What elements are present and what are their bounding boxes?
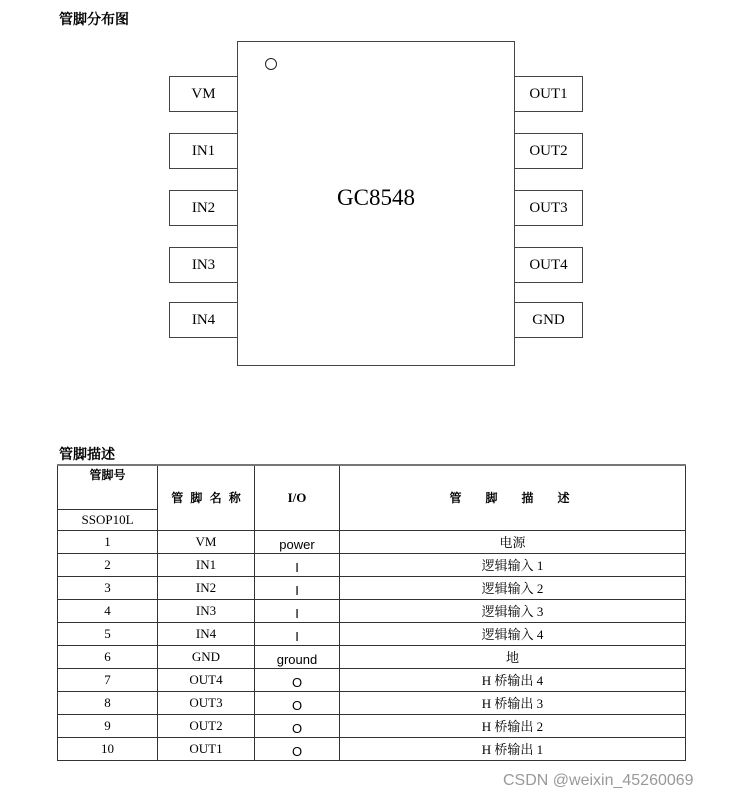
cell-desc: 逻辑输入 3 bbox=[340, 599, 686, 622]
cell-io-value: power bbox=[279, 536, 315, 552]
cell-no: 9 bbox=[58, 714, 158, 737]
cell-desc: 逻辑输入 4 bbox=[340, 622, 686, 645]
cell-no: 3 bbox=[58, 576, 158, 599]
header-pin-no bbox=[58, 465, 158, 509]
pin-diagram-title: 管脚分布图 bbox=[59, 12, 129, 28]
chip-body bbox=[237, 41, 515, 366]
cell-desc: H 桥输出 4 bbox=[340, 668, 686, 691]
pin-right-5: GND bbox=[515, 302, 583, 338]
cell-no: 10 bbox=[58, 737, 158, 760]
cell-desc: 逻辑输入 1 bbox=[340, 553, 686, 576]
cell-io-value: O bbox=[291, 720, 303, 736]
cell-io bbox=[255, 714, 340, 737]
cell-no: 6 bbox=[58, 645, 158, 668]
header-desc bbox=[340, 465, 686, 530]
pin-left-4: IN3 bbox=[169, 247, 237, 283]
cell-name: OUT3 bbox=[158, 691, 255, 714]
table-row bbox=[58, 645, 686, 668]
pin-left-2: IN1 bbox=[169, 133, 237, 169]
table-row bbox=[58, 576, 686, 599]
cell-no: 4 bbox=[58, 599, 158, 622]
cell-desc: 地 bbox=[340, 645, 686, 668]
cell-io bbox=[255, 599, 340, 622]
cell-io bbox=[255, 576, 340, 599]
cell-name: IN4 bbox=[158, 622, 255, 645]
cell-io-value: I bbox=[295, 559, 299, 575]
cell-io-value: O bbox=[291, 697, 303, 713]
cell-name: IN2 bbox=[158, 576, 255, 599]
table-row bbox=[58, 553, 686, 576]
cell-io bbox=[255, 530, 340, 553]
table-row bbox=[58, 691, 686, 714]
cell-desc: H 桥输出 3 bbox=[340, 691, 686, 714]
header-pin-name bbox=[158, 465, 255, 530]
pin-description-table bbox=[57, 464, 686, 761]
pin-right-3: OUT3 bbox=[515, 190, 583, 226]
pin-left-5: IN4 bbox=[169, 302, 237, 338]
cell-io bbox=[255, 691, 340, 714]
cell-io bbox=[255, 622, 340, 645]
pin1-marker-icon bbox=[265, 58, 277, 70]
cell-io bbox=[255, 553, 340, 576]
cell-name: OUT2 bbox=[158, 714, 255, 737]
table-row bbox=[58, 668, 686, 691]
cell-io-value: I bbox=[295, 628, 299, 644]
header-pin-name-label: 管 脚 名 称 bbox=[171, 491, 241, 506]
header-pin-no-label: 管脚号 bbox=[89, 468, 126, 482]
cell-no: 2 bbox=[58, 553, 158, 576]
cell-no: 7 bbox=[58, 668, 158, 691]
cell-no: 1 bbox=[58, 530, 158, 553]
pin-right-4: OUT4 bbox=[515, 247, 583, 283]
cell-name: GND bbox=[158, 645, 255, 668]
pin-right-1: OUT1 bbox=[515, 76, 583, 112]
cell-io-value: I bbox=[295, 582, 299, 598]
pin-right-2: OUT2 bbox=[515, 133, 583, 169]
cell-io bbox=[255, 668, 340, 691]
pin-left-3: IN2 bbox=[169, 190, 237, 226]
cell-io-value: ground bbox=[276, 651, 318, 667]
cell-desc: H 桥输出 2 bbox=[340, 714, 686, 737]
table-row bbox=[58, 622, 686, 645]
header-io bbox=[255, 465, 340, 530]
cell-desc: 逻辑输入 2 bbox=[340, 576, 686, 599]
cell-no: 8 bbox=[58, 691, 158, 714]
pin-left-1: VM bbox=[169, 76, 237, 112]
table-row bbox=[58, 714, 686, 737]
table-row bbox=[58, 599, 686, 622]
cell-desc: 电源 bbox=[340, 530, 686, 553]
cell-name: OUT1 bbox=[158, 737, 255, 760]
table-row bbox=[58, 530, 686, 553]
cell-no: 5 bbox=[58, 622, 158, 645]
table-row bbox=[58, 737, 686, 760]
header-desc-label: 管 脚 描 述 bbox=[449, 491, 576, 506]
cell-name: OUT4 bbox=[158, 668, 255, 691]
cell-io bbox=[255, 737, 340, 760]
cell-io-value: O bbox=[291, 674, 303, 690]
watermark: CSDN @weixin_45260069 bbox=[503, 772, 694, 789]
cell-name: VM bbox=[158, 530, 255, 553]
cell-io bbox=[255, 645, 340, 668]
header-io-label: I/O bbox=[287, 489, 307, 505]
header-package: SSOP10L bbox=[58, 509, 158, 530]
cell-name: IN3 bbox=[158, 599, 255, 622]
cell-io-value: I bbox=[295, 605, 299, 621]
cell-io-value: O bbox=[291, 743, 303, 759]
cell-desc: H 桥输出 1 bbox=[340, 737, 686, 760]
pin-table-title: 管脚描述 bbox=[59, 447, 115, 463]
cell-name: IN1 bbox=[158, 553, 255, 576]
chip-name: GC8548 bbox=[337, 185, 415, 210]
